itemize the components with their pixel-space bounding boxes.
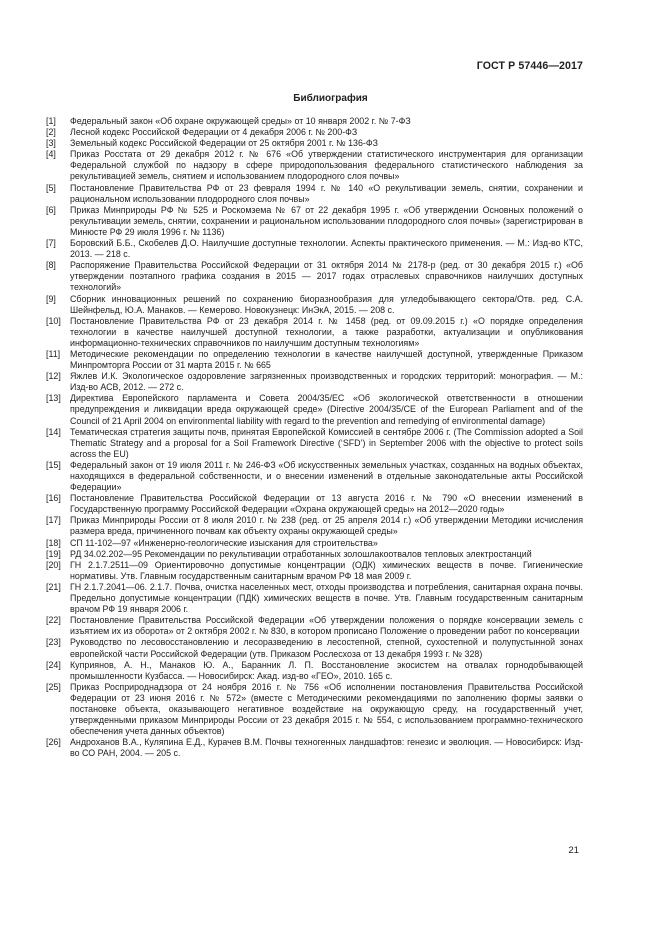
entry-number: [22]: [46, 615, 61, 626]
entry-text: Директива Европейского парламента и Совета 2004/35/ЕС «Об экологической ответственности в отношении предупреждения и ликвидации вреда окружающей среде» (Directive 2004/35/CE of the European Parliament and of the Council of 21 April 2004 on environmental liability with regard to the prevention and remedying of environmental damage): [70, 393, 583, 426]
bibliography-entry: [46, 615, 583, 637]
bibliography-entry: [46, 549, 583, 560]
bibliography-entry: [46, 205, 583, 238]
bibliography-entry: [46, 316, 583, 349]
bibliography-entry: [46, 183, 583, 205]
entry-text: Постановление Правительства РФ от 23 декабря 2014 г. № 1458 (ред. от 09.09.2015 г.) «О порядке определения технологии в качестве наилучшей доступной технологии, а также разработки, актуализации и опубликования информационно-технических справочников по наилучшим доступным технологиям»: [70, 315, 583, 348]
bibliography-list: [46, 116, 583, 759]
entry-text: Яжлев И.К. Экологическое оздоровление загрязненных производственных и городских территорий: монография. — М.: Изд-во АСВ, 2012. — 272 с.: [70, 371, 583, 393]
bibliography-entry: [46, 637, 583, 659]
page-number: 21: [568, 845, 579, 856]
entry-text: Приказ Росприроднадзора от 24 ноября 2016 г. № 756 «Об исполнении постановления Правительства Российской Федерации от 23 июня 2016 г. № 572» (вместе с Методическими рекомендациями по заполнению формы заявки о постановке объекта, оказывающего негативное воздействие на окружающую среду, на государственный учет, утвержденными приказом Минприроды России от 23 декабря 2015 г. № 554, с использованием программно-технического обеспечения учета данных объектов): [70, 681, 583, 737]
entry-number: [14]: [46, 426, 61, 437]
entry-number: [8]: [46, 260, 56, 271]
entry-text: Распоряжение Правительства Российской Федерации от 31 октября 2014 № 2178-р (ред. от 30 декабря 2015 г.) «Об утверждении поэтапного графика создания в 2015 — 2017 годах отраслевых справочников наилучших доступных технологий»: [70, 260, 583, 293]
entry-number: [7]: [46, 238, 56, 249]
bibliography-entry: [46, 294, 583, 316]
entry-number: [5]: [46, 182, 56, 193]
entry-number: [11]: [46, 348, 61, 359]
bibliography-entry: [46, 582, 583, 615]
bibliography-entry: [46, 371, 583, 393]
entry-number: [10]: [46, 315, 61, 326]
bibliography-entry: [46, 149, 583, 182]
bibliography-entry: [46, 493, 583, 515]
entry-number: [4]: [46, 149, 56, 160]
bibliography-entry: [46, 682, 583, 737]
entry-number: [12]: [46, 371, 61, 382]
entry-number: [18]: [46, 537, 61, 548]
entry-text: Федеральный закон от 19 июля 2011 г. № 246-ФЗ «Об искусственных земельных участках, созданных на водных объектах, находящихся в федеральной собственности, и о внесении изменений в отдельные законодательные акты Российской Федерации»: [70, 459, 583, 493]
entry-text: Куприянов, А. Н., Манаков Ю. А., Баранник Л. П. Восстановление экосистем на отвалах горнодобывающей промышленности Кузбасса. — Новосибирск: Акад. изд-во «ГЕО», 2010. 165 с.: [70, 659, 583, 681]
entry-text: Приказ Минприроды России от 8 июля 2010 г. № 238 (ред. от 25 апреля 2014 г.) «Об утверждении Методики исчисления размера вреда, причиненного почвам как объекту охраны окружающей среды»: [70, 515, 583, 537]
entry-text: РД 34.02.202—95 Рекомендации по рекультивации отработанных золошлакоотвалов тепловых электростанций: [70, 548, 532, 559]
bibliography-entry: [46, 260, 583, 293]
entry-text: Боровский Б.Б., Скобелев Д.О. Наилучшие доступные технологии. Аспекты практического применения. — М.: Изд-во КТС, 2013. — 218 с.: [70, 238, 583, 260]
bibliography-entry: [46, 127, 583, 138]
entry-text: Постановление Правительства Российской Федерации «Об утверждении положения о порядке консервации земель с изъятием их из оборота» от 2 октября 2002 г. № 830, в котором прописано Положение о проведении работ по консервации: [70, 615, 583, 637]
bibliography-entry: [46, 393, 583, 426]
entry-number: [6]: [46, 204, 56, 215]
entry-number: [9]: [46, 293, 56, 304]
entry-number: [1]: [46, 116, 56, 126]
bibliography-entry: [46, 737, 583, 759]
bibliography-entry: [46, 238, 583, 260]
entry-number: [2]: [46, 127, 56, 138]
bibliography-entry: [46, 538, 583, 549]
entry-number: [3]: [46, 138, 56, 149]
entry-text: Лесной кодекс Российской Федерации от 4 декабря 2006 г. № 200-ФЗ: [70, 127, 358, 138]
entry-text: Андроханов В.А., Куляпина Е.Д., Курачев В.М. Почвы техногенных ландшафтов: генезис и эволюция. — Новосибирск: Изд-во СО РАН, 2004. — 205 с.: [70, 737, 583, 759]
entry-text: Постановление Правительства РФ от 23 февраля 1994 г. № 140 «О рекультивации земель, снятии, сохранении и рациональном использовании плодородного слоя почвы»: [70, 182, 583, 204]
standard-header: ГОСТ Р 57446—2017: [476, 60, 583, 72]
bibliography-entry: [46, 116, 583, 127]
entry-text: Земельный кодекс Российской Федерации от 25 октября 2001 г. № 136-ФЗ: [70, 138, 378, 149]
entry-text: Тематическая стратегия защиты почв, принятая Европейской Комиссией в сентябре 2006 г. (The Commission adopted a Soil Thematic Strategy and a proposal for a Soil Framework Directive (‘SFD’) in September 2006 with the objective to protect soils across the EU): [70, 426, 583, 459]
entry-number: [20]: [46, 559, 61, 570]
bibliography-entry: [46, 460, 583, 493]
entry-text: СП 11-102—97 «Инженерно-геологические изыскания для строительства»: [70, 537, 378, 548]
bibliography-entry: [46, 427, 583, 460]
section-title: Библиография: [293, 93, 368, 104]
entry-number: [26]: [46, 737, 61, 748]
entry-text: Руководство по лесовосстановлению и лесоразведению в лесостепной, степной, сухостепной и полупустынной зонах европейской части Российской Федерации (утв. Приказом Рослесхоза от 13 декабря 1993 г. № 328): [70, 637, 583, 659]
bibliography-entry: [46, 560, 583, 582]
entry-text: Сборник инновационных решений по сохранению биоразнообразия для угледобывающего сектора/Отв. ред. С.А. Шейнфельд, Ю.А. Манаков. — Кемерово. Новокузнецк: ИнЭкА, 2015. — 208 с.: [70, 293, 583, 315]
entry-number: [13]: [46, 393, 61, 404]
bibliography-entry: [46, 138, 583, 149]
entry-number: [23]: [46, 637, 61, 648]
entry-number: [19]: [46, 548, 61, 559]
entry-text: Федеральный закон «Об охране окружающей среды» от 10 января 2002 г. № 7-ФЗ: [70, 116, 411, 126]
entry-text: Постановление Правительства Российской Федерации от 13 августа 2016 г. № 790 «О внесении изменений в Государственную программу Российской Федерации «Охрана окружающей среды» на 2012—2020 годы»: [70, 493, 583, 515]
entry-number: [21]: [46, 581, 61, 592]
entry-number: [17]: [46, 515, 61, 526]
entry-text: ГН 2.1.7.2511—09 Ориентировочно допустимые концентрации (ОДК) химических веществ в почве. Гигиенические нормативы. Утв. Главным государственным санитарным врачом РФ 18 мая 2009 г.: [70, 559, 583, 581]
entry-text: ГН 2.1.7.2041—06. 2.1.7. Почва, очистка населенных мест, отходы производства и потребления, санитарная охрана почвы. Предельно допустимые концентрации (ПДК) химических веществ в почве. Утв. Главным государственным санитарным врачом РФ 19 января 2006 г.: [70, 581, 583, 615]
entry-number: [25]: [46, 681, 61, 692]
entry-number: [16]: [46, 493, 61, 504]
entry-text: Приказ Минприроды РФ № 525 и Роскомзема № 67 от 22 декабря 1995 г. «Об утверждении Основных положений о рекультивации земель, снятии, сохранении и рациональном использовании плодородного слоя почвы» (зарегистрирован в Минюсте РФ 29 июля 1996 г. № 1136): [70, 204, 583, 237]
entry-text: Методические рекомендации по определению технологии в качестве наилучшей доступной, утвержденные Приказом Минпромторга России от 31 марта 2015 г. № 665: [70, 348, 583, 371]
bibliography-entry: [46, 660, 583, 682]
entry-number: [24]: [46, 659, 61, 670]
bibliography-entry: [46, 515, 583, 537]
entry-number: [15]: [46, 459, 61, 470]
entry-text: Приказ Росстата от 29 декабря 2012 г. № 676 «Об утверждении статистического инструментария для организации Федеральной службой по надзору в сфере природопользования федерального статистического наблюдения за рекультивацией земель, снятием и использованием плодородного слоя почвы»: [70, 149, 583, 182]
bibliography-entry: [46, 349, 583, 371]
